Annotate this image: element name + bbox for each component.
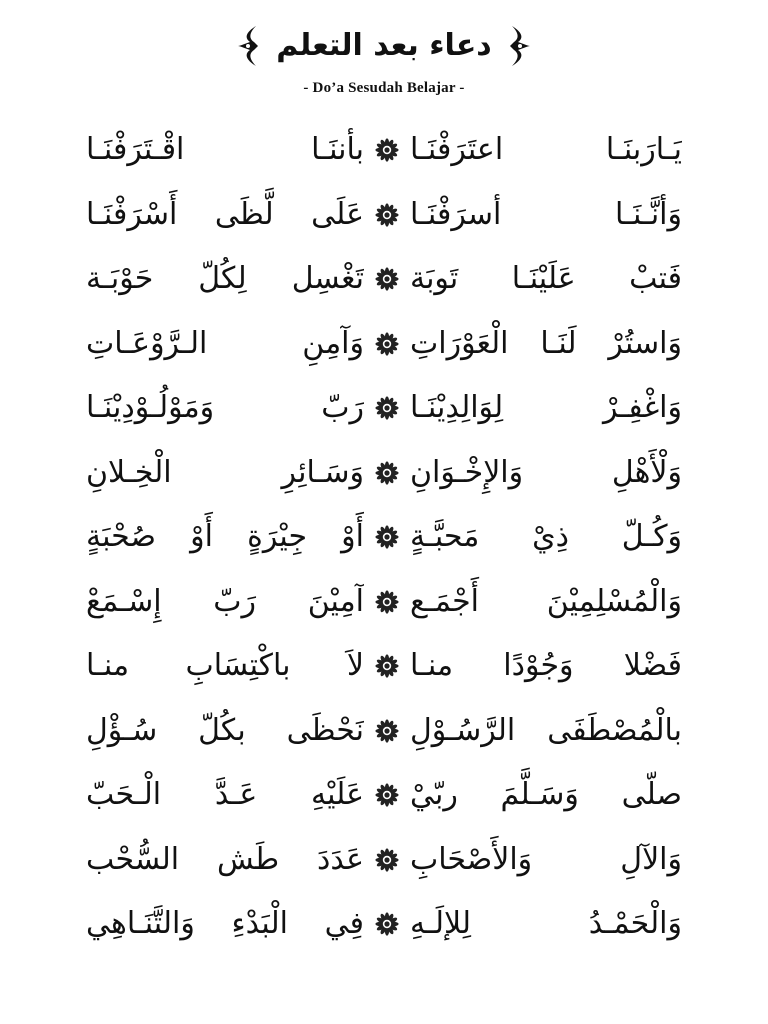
flower-star-icon	[364, 848, 410, 872]
flower-star-icon	[364, 267, 410, 291]
verse-first-hemistich: صلّى وَسَـلَّمَ ربّيْ	[410, 777, 682, 813]
verse-second-hemistich: آمِيْنَ رَبّ إِسْـمَعْ	[86, 583, 364, 619]
verse-first-hemistich: فَضْلا وَجُوْدًا منـا	[410, 648, 682, 684]
flower-star-icon	[364, 332, 410, 356]
verse-line	[86, 699, 682, 764]
verse-second-hemistich: وَآمِنِ الـرَّوْعَـاتِ	[86, 325, 364, 361]
verse-second-hemistich: فِي الْبَدْءِ وَالتَّنَـاهِي	[86, 906, 364, 942]
verse-second-hemistich: لاَ باكْتِسَابِ منـا	[86, 648, 364, 684]
verse-first-hemistich: وَأنَّـنَـا أسرَفْنَـا	[410, 196, 682, 232]
verse-first-hemistich: وَالْمُسْلِمِيْنَ أَجْمَـع	[410, 583, 682, 619]
verse-second-hemistich: بأننَـا اقْـتَرَفْنَـا	[86, 132, 364, 168]
verse-first-hemistich: وَالْحَمْـدُ لِلإلَـهِ	[410, 906, 682, 942]
verse-line	[86, 183, 682, 248]
verse-second-hemistich: عَدَدَ طَش السُّحْب	[86, 841, 364, 877]
flower-star-icon	[364, 138, 410, 162]
poem-body	[86, 118, 682, 957]
verse-second-hemistich: أَوْ جِيْرَةٍ أَوْ صُحْبَةٍ	[86, 519, 364, 555]
flower-star-icon	[364, 203, 410, 227]
ornate-bracket-icon	[236, 24, 262, 68]
title-row	[0, 18, 768, 74]
verse-line	[86, 118, 682, 183]
verse-first-hemistich: وَلْأَهْلِ وَالإِخْـوَانِ	[410, 454, 682, 490]
verse-line	[86, 441, 682, 506]
verse-line	[86, 376, 682, 441]
verse-line	[86, 892, 682, 957]
verse-line	[86, 763, 682, 828]
verse-first-hemistich: يَـارَبنَـا اعتَرَفْنَـا	[410, 132, 682, 168]
verse-first-hemistich: فَتبْ عَلَيْنَـا تَوبَة	[410, 261, 682, 297]
verse-second-hemistich: عَلَيْهِ عَـدَّ الْـحَبّ	[86, 777, 364, 813]
verse-line	[86, 312, 682, 377]
flower-star-icon	[364, 461, 410, 485]
verse-second-hemistich: رَبّ وَمَوْلُـوْدِيْنَـا	[86, 390, 364, 426]
verse-line	[86, 247, 682, 312]
verse-line	[86, 634, 682, 699]
verse-line	[86, 505, 682, 570]
verse-first-hemistich: وَكُـلّ ذِيْ مَحبَّـةٍ	[410, 519, 682, 555]
verse-first-hemistich: وَاغْفِـرْ لِوَالِدِيْنَـا	[410, 390, 682, 426]
verse-first-hemistich: وَاستُرْ لَنَـا الْعَوْرَاتِ	[410, 325, 682, 361]
flower-star-icon	[364, 719, 410, 743]
flower-star-icon	[364, 912, 410, 936]
verse-second-hemistich: نَحْظَى بكُلّ سُـؤْلِ	[86, 712, 364, 748]
poem-header	[0, 18, 768, 97]
flower-star-icon	[364, 525, 410, 549]
verse-line	[86, 570, 682, 635]
verse-first-hemistich: بالْمُصْطَفَى الرَّسُـوْلِ	[410, 712, 682, 748]
flower-star-icon	[364, 590, 410, 614]
flower-star-icon	[364, 654, 410, 678]
verse-second-hemistich: وَسَـائِرِ الْخِـلانِ	[86, 454, 364, 490]
flower-star-icon	[364, 396, 410, 420]
verse-second-hemistich: تَغْسِل لِكُلّ حَوْبَـة	[86, 261, 364, 297]
verse-line	[86, 828, 682, 893]
poem-title: دعاء بعد التعلم	[276, 28, 492, 63]
flower-star-icon	[364, 783, 410, 807]
verse-first-hemistich: وَالآلِ وَالأَصْحَابِ	[410, 841, 682, 877]
poem-subtitle: - Do’a Sesudah Belajar -	[303, 80, 465, 96]
ornate-bracket-icon	[506, 24, 532, 68]
verse-second-hemistich: عَلَى لَّظَى أَسْرَفْنَـا	[86, 196, 364, 232]
